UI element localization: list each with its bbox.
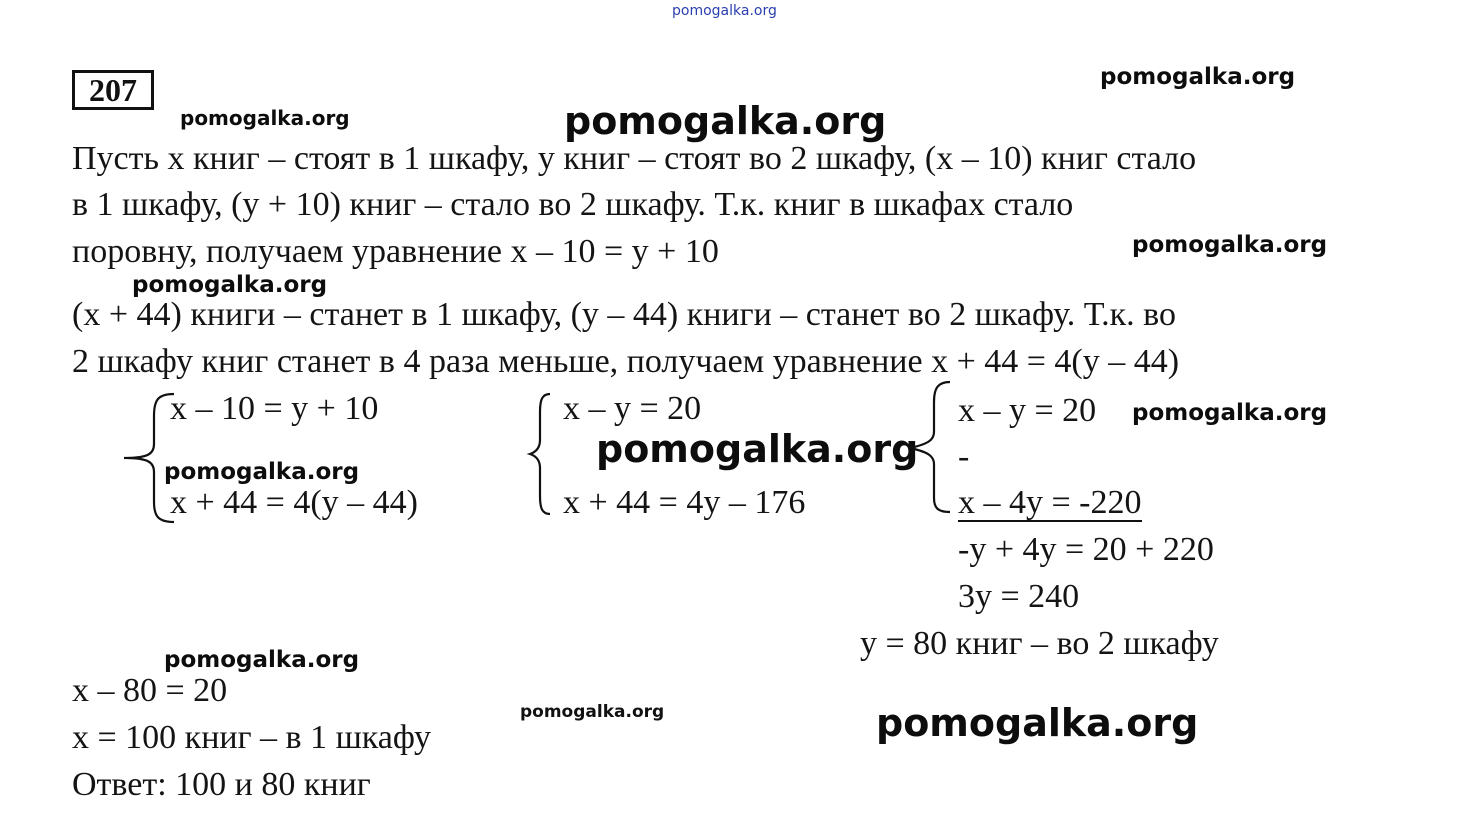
watermark-header-right: pomogalka.org bbox=[1100, 64, 1296, 90]
system-3-eq-1: х – у = 20 bbox=[958, 392, 1097, 429]
watermark-system-left: pomogalka.org bbox=[164, 459, 360, 485]
system-2-eq-2: х + 44 = 4у – 176 bbox=[563, 484, 806, 521]
problem-line-3: поровну, получаем уравнение х – 10 = у + 10 bbox=[72, 233, 719, 270]
solution-step-2: 3у = 240 bbox=[958, 578, 1080, 615]
final-answer: Ответ: 100 и 80 книг bbox=[72, 766, 371, 803]
watermark-bottom-left: pomogalka.org bbox=[164, 647, 360, 673]
watermark-system-center: pomogalka.org bbox=[596, 427, 919, 471]
problem-line-4: (х + 44) книги – станет в 1 шкафу, (у – 44) книги – станет во 2 шкафу. Т.к. во bbox=[72, 296, 1176, 333]
solution-step-1: -у + 4у = 20 + 220 bbox=[958, 531, 1214, 568]
watermark-bottom-right: pomogalka.org bbox=[876, 701, 1199, 745]
watermark-bottom-small: pomogalka.org bbox=[520, 702, 665, 722]
system-3-eq-2: х – 4у = -220 bbox=[958, 484, 1142, 521]
watermark-left-mid: pomogalka.org bbox=[132, 272, 328, 298]
final-line-2: х = 100 книг – в 1 шкафу bbox=[72, 719, 432, 756]
watermark-system-right: pomogalka.org bbox=[1132, 400, 1328, 426]
problem-line-1: Пусть х книг – стоят в 1 шкафу, у книг – стоят во 2 шкафу, (х – 10) книг стало bbox=[72, 140, 1197, 177]
problem-line-5: 2 шкафу книг станет в 4 раза меньше, получаем уравнение х + 44 = 4(у – 44) bbox=[72, 343, 1180, 380]
final-line-1: х – 80 = 20 bbox=[72, 672, 228, 709]
problem-line-2: в 1 шкафу, (у + 10) книг – стало во 2 шкафу. Т.к. книг в шкафах стало bbox=[72, 186, 1074, 223]
watermark-right-mid: pomogalka.org bbox=[1132, 232, 1328, 258]
system-2-eq-1: х – у = 20 bbox=[563, 390, 702, 427]
system-3-brace bbox=[906, 380, 956, 516]
system-1-eq-2: х + 44 = 4(у – 44) bbox=[170, 484, 418, 521]
system-3-minus: - bbox=[958, 438, 970, 475]
result-y: у = 80 книг – во 2 шкафу bbox=[860, 625, 1219, 662]
watermark-near-number: pomogalka.org bbox=[180, 106, 350, 130]
watermark-center-large: pomogalka.org bbox=[564, 99, 887, 143]
problem-number: 207 bbox=[72, 70, 154, 110]
watermark-top: pomogalka.org bbox=[672, 3, 777, 19]
system-1-brace bbox=[118, 392, 178, 524]
system-1-eq-1: х – 10 = у + 10 bbox=[170, 390, 379, 427]
system-2-brace bbox=[524, 392, 554, 516]
